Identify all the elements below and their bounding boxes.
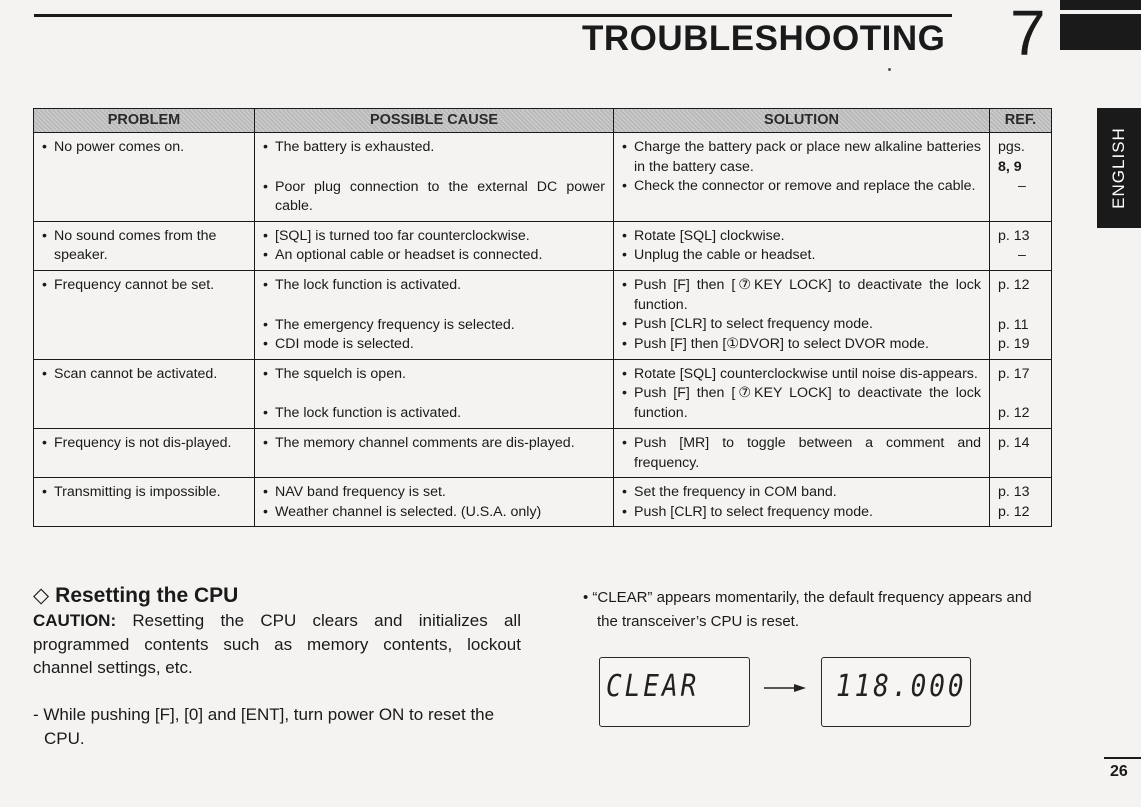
caution-text: Resetting the CPU clears and initializes all programmed contents such as memory contents, lockout channel settings, etc. [33, 611, 521, 677]
cause-cell: • NAV band frequency is set. • Weather channel is selected. (U.S.A. only) [255, 478, 614, 527]
table-row [34, 133, 1052, 222]
solution-text: Rotate [SQL] clockwise. [634, 227, 785, 244]
ref-text: p. 13 [998, 484, 1030, 501]
cause-text: Poor plug connection to the external DC power cable. [275, 178, 605, 215]
solution-text: Push [MR] to toggle between a comment and frequency. [634, 434, 981, 471]
solution-text: Unplug the cable or headset. [634, 247, 816, 264]
problem-cell: • Frequency cannot be set. [34, 270, 255, 359]
solution-text: Push [F] then [⑦KEY LOCK] to deactivate the lock function. [634, 276, 981, 313]
ref-cell [990, 359, 1052, 428]
cause-cell: • The battery is exhausted. • Poor plug connection to the external DC power cable. [255, 133, 614, 222]
cause-cell: • The memory channel comments are dis-played. [255, 428, 614, 477]
reset-step-text: While pushing [F], [0] and [ENT], turn power ON to reset the CPU. [43, 705, 495, 748]
solution-text: Push [CLR] to select frequency mode. [634, 503, 873, 520]
caution-paragraph [33, 609, 521, 680]
chapter-bar [1060, 0, 1141, 50]
solution-text: Push [F] then [①DVOR] to select DVOR mode. [634, 335, 930, 352]
solution-cell: • Push [F] then [⑦KEY LOCK] to deactivate the lock function. • Push [CLR] to select frequency mode. • Push [F] then [①DVOR] to select DVOR mode. [614, 270, 990, 359]
cause-cell: • The lock function is activated. • The emergency frequency is selected. • CDI mode is selected. [255, 270, 614, 359]
ref-text: p. 13 [998, 227, 1030, 244]
bullet-icon: • [583, 589, 593, 606]
troubleshooting-table [33, 108, 1052, 527]
ref-text: p. 12 [998, 503, 1030, 520]
lcd-text-before: CLEAR [606, 669, 700, 705]
lcd-text-after: 118.000 [836, 669, 967, 705]
solution-cell: • Set the frequency in COM band. • Push [CLR] to select frequency mode. [614, 478, 990, 527]
ref-text: – [1018, 247, 1026, 264]
cause-text: The squelch is open. [275, 365, 406, 382]
ref-text: p. 12 [998, 276, 1030, 293]
solution-text: Push [F] then [⑦KEY LOCK] to deactivate the lock function. [634, 385, 981, 421]
section-heading [33, 583, 238, 608]
language-tab-label: ENGLISH [1109, 127, 1128, 209]
problem-text: Scan cannot be activated. [54, 365, 218, 382]
header-rule [34, 14, 952, 17]
ref-text: pgs. [998, 139, 1025, 155]
problem-text: No sound comes from the speaker. [54, 227, 217, 264]
ref-cell [990, 428, 1052, 477]
problem-text: Frequency cannot be set. [54, 276, 215, 293]
solution-text: Push [CLR] to select frequency mode. [634, 316, 873, 333]
problem-text: Frequency is not dis-played. [54, 434, 232, 451]
problem-text: Transmitting is impossible. [54, 484, 221, 501]
cause-text: NAV band frequency is set. [275, 484, 446, 501]
lcd-display-after [821, 657, 971, 727]
problem-cell: • No sound comes from the speaker. [34, 221, 255, 270]
problem-cell: • Scan cannot be activated. [34, 359, 255, 428]
header-solution: SOLUTION [614, 109, 990, 133]
table-header-row [34, 109, 1052, 133]
ref-cell [990, 133, 1052, 222]
ref-cell [990, 270, 1052, 359]
ref-text: p. 14 [998, 434, 1030, 451]
problem-text: No power comes on. [54, 139, 185, 155]
page-number: 26 [1110, 763, 1128, 780]
cause-text: Weather channel is selected. (U.S.A. only) [275, 503, 542, 520]
cause-cell: • [SQL] is turned too far counterclockwise. • An optional cable or headset is connected. [255, 221, 614, 270]
reset-note [583, 586, 1053, 634]
dash-icon: - [33, 705, 44, 724]
solution-cell: • Rotate [SQL] counterclockwise until noise dis-appears. • Push [F] then [⑦KEY LOCK] to deactivate the lock function. [614, 359, 990, 428]
solution-cell: • Push [MR] to toggle between a comment and frequency. [614, 428, 990, 477]
problem-cell: • No power comes on. [34, 133, 255, 222]
cause-text: An optional cable or headset is connected. [275, 247, 543, 264]
chapter-number: 7 [1010, 0, 1046, 69]
cause-text: The memory channel comments are dis-played. [275, 434, 575, 451]
header-problem: PROBLEM [34, 109, 255, 133]
cause-cell: • The squelch is open. • The lock function is activated. [255, 359, 614, 428]
table-row [34, 270, 1052, 359]
diamond-icon: ◇ [33, 584, 50, 607]
section-heading-text: Resetting the CPU [55, 584, 239, 607]
ref-text: p. 19 [998, 336, 1030, 353]
ref-text: – [1018, 178, 1026, 195]
header-cause: POSSIBLE CAUSE [255, 109, 614, 133]
cause-text: The emergency frequency is selected. [275, 316, 515, 333]
ref-cell [990, 221, 1052, 270]
cause-text: The lock function is activated. [275, 276, 462, 293]
solution-text: Set the frequency in COM band. [634, 484, 837, 501]
ref-text: 8, 9 [998, 158, 1022, 175]
table-row [34, 359, 1052, 428]
ref-text: p. 12 [998, 405, 1030, 422]
reset-step [33, 703, 521, 750]
lcd-display-before [599, 657, 750, 727]
print-dot [888, 68, 891, 71]
header-ref: REF. [990, 109, 1052, 133]
table-row [34, 428, 1052, 477]
cause-text: The lock function is activated. [275, 405, 462, 422]
ref-text: p. 11 [998, 316, 1029, 333]
arrow-right-icon [764, 681, 806, 695]
cause-text: The battery is exhausted. [275, 139, 435, 155]
page-title: TROUBLESHOOTING [582, 19, 946, 58]
page-number-rule [1104, 757, 1141, 759]
table-row [34, 221, 1052, 270]
solution-text: Charge the battery pack or place new alkaline batteries in the battery case. [634, 139, 981, 175]
cause-text: [SQL] is turned too far counterclockwise. [275, 227, 530, 244]
caution-label: CAUTION: [33, 611, 117, 630]
solution-cell: • Rotate [SQL] clockwise. • Unplug the cable or headset. [614, 221, 990, 270]
problem-cell: • Frequency is not dis-played. [34, 428, 255, 477]
solution-cell: • Charge the battery pack or place new alkaline batteries in the battery case. • Check the connector or remove and replace the cable. [614, 133, 990, 222]
ref-text: p. 17 [998, 365, 1030, 382]
language-tab [1097, 108, 1141, 228]
solution-text: Rotate [SQL] counterclockwise until noise dis-appears. [634, 365, 978, 382]
reset-note-text: “CLEAR” appears momentarily, the default frequency appears and the transceiver’s CPU is reset. [592, 589, 1032, 630]
table-row [34, 478, 1052, 527]
ref-cell [990, 478, 1052, 527]
solution-text: Check the connector or remove and replace the cable. [634, 178, 976, 195]
problem-cell: • Transmitting is impossible. [34, 478, 255, 527]
cause-text: CDI mode is selected. [275, 336, 414, 353]
